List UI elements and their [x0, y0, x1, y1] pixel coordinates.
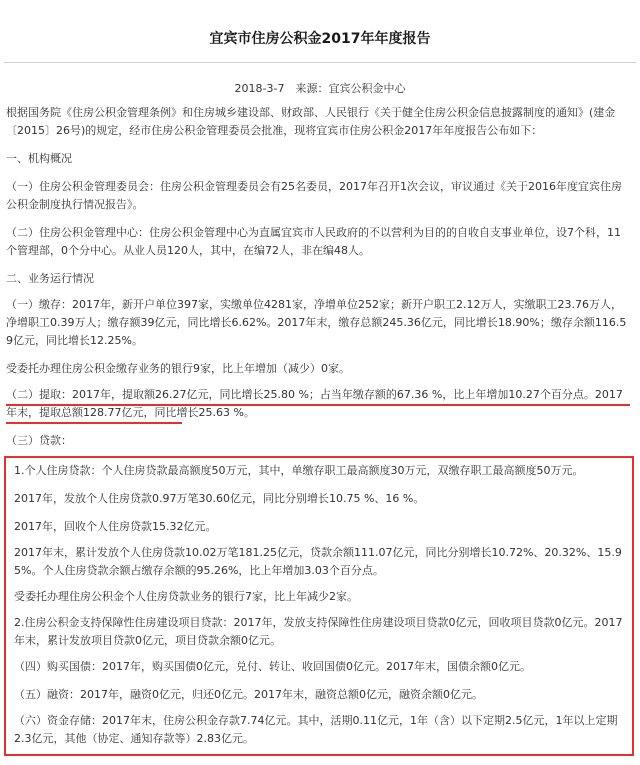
- loan-banks-paragraph: 受委托办理住房公积金个人住房贷款业务的银行7家，比上年减少2家。: [14, 590, 358, 603]
- loan-cumulative-paragraph: 2017年末，累计发放个人住房贷款10.02万笔181.25亿元，贷款余额111.07亿元，同比分别增长10.72%、20.32%、15.95%。个人住房贷款余额占缴存余额的95.26%，比上年增加3.03个百分点。: [14, 546, 622, 577]
- loans-heading: （三）贷款：: [6, 434, 72, 447]
- personal-loan-limit-paragraph: 1.个人住房贷款：个人住房贷款最高额度50万元，其中，单缴存职工最高额度30万元，双缴存职工最高额度50万元。: [14, 464, 584, 477]
- section-heading-operations: 二、业务运行情况: [6, 272, 94, 285]
- section-heading-organization: 一、机构概况: [6, 152, 72, 165]
- deposit-paragraph: （一）缴存：2017年，新开户单位397家，实缴单位4281家，净增单位252家；新开户职工2.12万人，实缴职工23.76万人，净增职工0.39万人；缴存额39亿元，同比增长6.62%。2017年末，缴存总额245.36亿元，同比增长18.90%；缴存余额116.59亿元，同比增长12.25%。: [6, 298, 627, 347]
- loan-recovered-paragraph: 2017年，回收个人住房贷款15.32亿元。: [14, 520, 217, 533]
- withdrawal-paragraph: （二）提取：2017年，提取额26.27亿元，同比增长25.80 %；占当年缴存额的67.36 %，比上年增加10.27个百分点。2017年末，提取总额128.77亿元，同比增长25.63 %。: [6, 388, 623, 419]
- center-paragraph: （二）住房公积金管理中心：住房公积金管理中心为直属宜宾市人民政府的不以营利为目的的自收自支事业单位，设7个科，11个管理部，0个分中心。从业人员120人，其中，在编72人，非在编48人。: [6, 226, 621, 257]
- bonds-paragraph: （四）购买国债：2017年，购买国债0亿元，兑付、转让、收回国债0亿元。2017年末，国债余额0亿元。: [14, 660, 531, 673]
- withdrawal-highlight-underline-short: [6, 422, 182, 424]
- project-loan-paragraph: 2.住房公积金支持保障性住房建设项目贷款：2017年，发放支持保障性住房建设项目贷款0亿元，回收项目贷款0亿元。2017年末，累计发放项目贷款0亿元，项目贷款余额0亿元。: [14, 616, 623, 647]
- loan-issued-paragraph: 2017年，发放个人住房贷款0.97万笔30.60亿元，同比分别增长10.75 %、16 %。: [14, 492, 425, 505]
- report-meta: 2018-3-7 来源：宜宾公积金中心: [234, 82, 406, 95]
- report-title: 宜宾市住房公积金2017年年度报告: [209, 31, 431, 47]
- intro-paragraph: 根据国务院《住房公积金管理条例》和住房城乡建设部、财政部、人民银行《关于健全住房公积金信息披露制度的通知》(建金〔2015〕26号)的规定，经市住房公积金管理委员会批准，现将宜宾市住房公积金2017年年度报告公布如下：: [6, 106, 616, 137]
- title-divider: [4, 62, 636, 63]
- fund-storage-paragraph: （六）资金存储：2017年末，住房公积金存款7.74亿元。其中，活期0.11亿元，1年（含）以下定期2.5亿元，1年以上定期2.3亿元，其他（协定、通知存款等）2.83亿元。: [14, 714, 618, 745]
- banks-paragraph: 受委托办理住房公积金缴存业务的银行9家，比上年增加（减少）0家。: [6, 362, 350, 375]
- financing-paragraph: （五）融资：2017年，融资0亿元，归还0亿元。2017年末，融资总额0亿元，融资余额0亿元。: [14, 688, 483, 701]
- withdrawal-highlight-underline: [6, 404, 630, 406]
- committee-paragraph: （一）住房公积金管理委员会：住房公积金管理委员会有25名委员，2017年召开1次会议，审议通过《关于2016年度宜宾住房公积金制度执行情况报告》。: [6, 180, 622, 211]
